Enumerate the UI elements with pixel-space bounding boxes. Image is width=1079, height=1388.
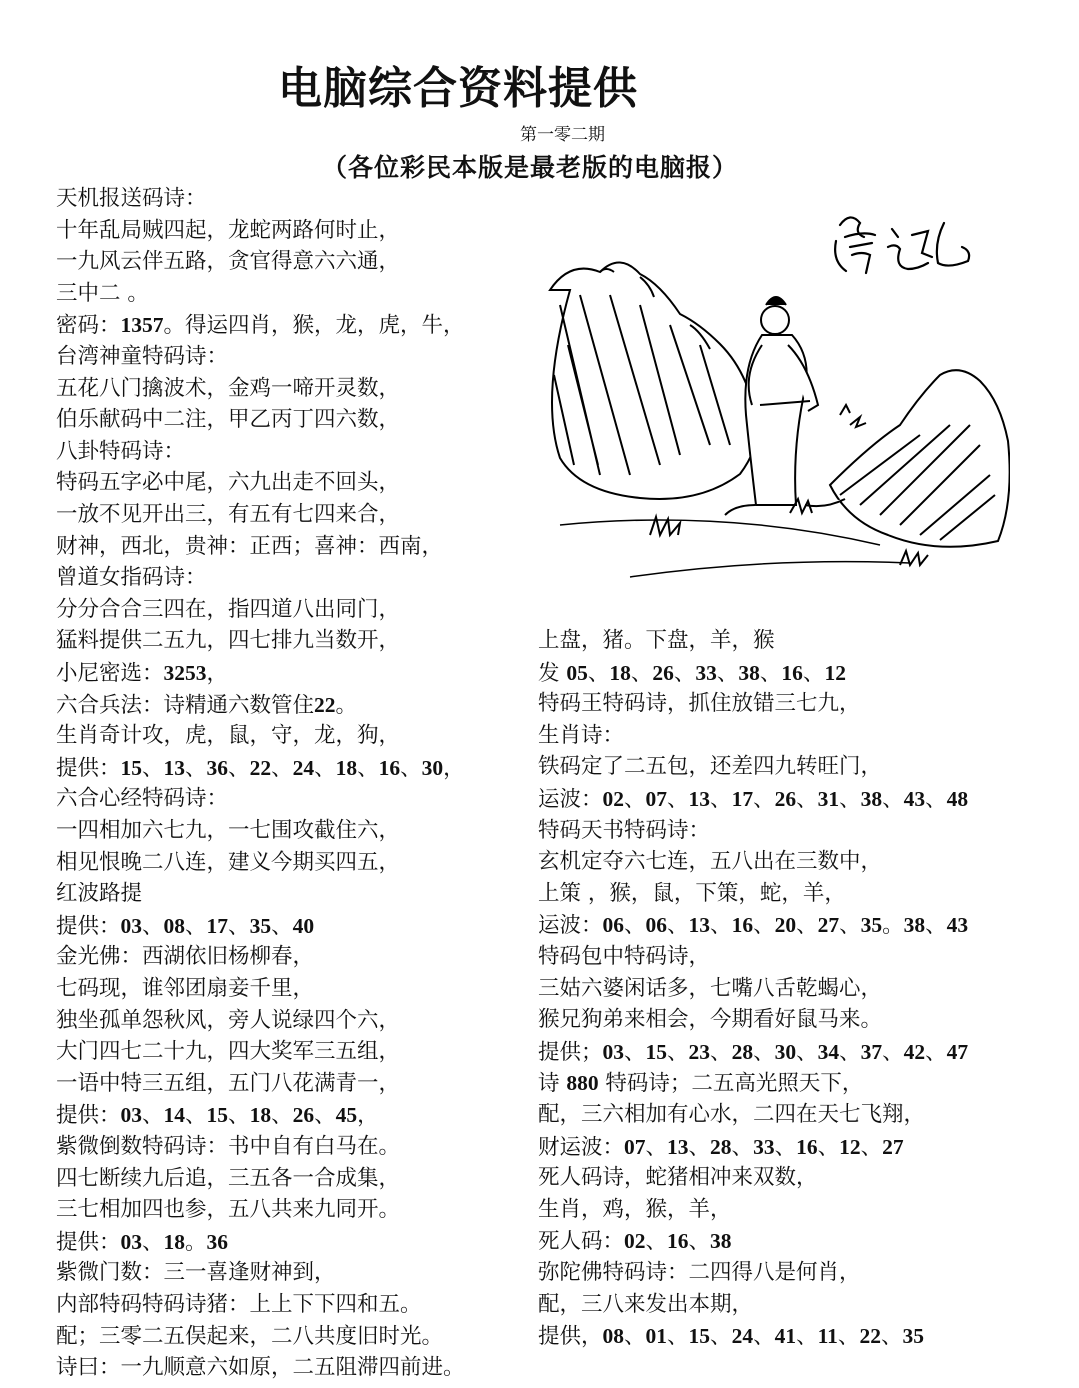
left-line: 一九风云伴五路，贪官得意六六通， bbox=[56, 249, 401, 275]
left-line: 提供：15、13、36、22、24、18、16、30， bbox=[56, 755, 465, 781]
left-line: 紫微倒数特码诗：书中自有白马在。 bbox=[56, 1134, 401, 1159]
left-line: 七码现，谁邻团扇妾千里， bbox=[56, 976, 315, 1001]
left-line: 台湾神童特码诗： bbox=[56, 344, 229, 369]
right-line: 发 05、18、26、33、38、16、12 bbox=[538, 660, 846, 686]
left-line: 猛料提供二五九，四七排九当数开， bbox=[56, 628, 401, 654]
left-line: 相见恨晚二八连，建义今期买四五， bbox=[56, 849, 401, 875]
left-line: 一四相加六七九，一七围攻截住六， bbox=[56, 818, 401, 843]
right-line: 特码天书特码诗： bbox=[538, 817, 711, 843]
left-line: 紫微门数：三一喜逢财神到， bbox=[56, 1260, 336, 1286]
left-line: 金光佛：西湖依旧杨柳春， bbox=[56, 944, 315, 970]
subtitle: （各位彩民本版是最老版的电脑报） bbox=[322, 153, 739, 182]
left-line: 伯乐献码中二注，甲乙丙丁四六数， bbox=[56, 407, 401, 433]
right-mountain bbox=[830, 370, 1010, 547]
left-line: 三中二 。 bbox=[56, 280, 149, 306]
left-line: 一语中特三五组，五门八花满青一， bbox=[56, 1070, 401, 1096]
left-line: 五花八门擒波术，金鸡一啼开灵数， bbox=[56, 375, 401, 401]
ground-lines bbox=[560, 520, 910, 577]
left-line: 诗曰：一九顺意六如原，二五阻滞四前进。 bbox=[56, 1355, 465, 1381]
left-line: 内部特码特码诗猪：上上下下四和五。 bbox=[56, 1292, 422, 1317]
right-line: 运波：06、06、13、16、20、27、35。38、43 bbox=[538, 913, 969, 939]
right-line: 上策 ，猴，鼠，下策，蛇，羊， bbox=[538, 880, 846, 906]
right-line: 特码王特码诗，抓住放错三七九， bbox=[538, 691, 861, 717]
left-line: 六合兵法：诗精通六数管住22。 bbox=[56, 692, 358, 718]
right-line: 财运波：07、13、28、33、16、12、27 bbox=[538, 1134, 904, 1160]
landscape-illustration bbox=[540, 195, 1010, 595]
right-line: 生肖诗： bbox=[538, 722, 625, 748]
left-line: 曾道女指码诗： bbox=[56, 565, 207, 591]
right-line: 死人码：02、16、38 bbox=[538, 1229, 732, 1255]
right-line: 特码包中特码诗， bbox=[538, 944, 711, 969]
left-line: 天机报送码诗： bbox=[56, 186, 207, 211]
left-line: 生肖奇计攻，虎，鼠，守，龙，狗， bbox=[56, 723, 401, 749]
right-line: 运波：02、07、13、17、26、31、38、43、48 bbox=[538, 787, 969, 812]
left-line: 三七相加四也参，五八共来九同开。 bbox=[56, 1197, 401, 1223]
right-line: 配，三六相加有心水，二四在天七飞翔， bbox=[538, 1102, 926, 1127]
left-line: 提供：03、08、17、35、40 bbox=[56, 913, 315, 939]
left-line: 六合心经特码诗： bbox=[56, 786, 229, 812]
left-line: 分分合合三四在，指四道八出同门， bbox=[56, 596, 401, 622]
right-line: 配，三八来发出本期， bbox=[538, 1291, 754, 1317]
right-line: 死人码诗，蛇猪相冲来双数， bbox=[538, 1165, 818, 1191]
left-line: 小尼密选：3253， bbox=[56, 661, 229, 686]
left-line: 密码：1357。得运四肖，猴，龙，虎，牛， bbox=[56, 313, 465, 339]
right-line: 提供，08、01、15、24、41、11、22、35 bbox=[538, 1324, 924, 1350]
issue-number: 第一零二期 bbox=[520, 125, 605, 145]
right-line: 三姑六婆闲话多，七嘴八舌乾蝎心， bbox=[538, 975, 883, 1001]
right-line: 玄机定夺六七连，五八出在三数中， bbox=[538, 849, 883, 875]
page-title: 电脑综合资料提供 bbox=[278, 63, 638, 114]
right-line: 弥陀佛特码诗：二四得八是何肖， bbox=[538, 1260, 861, 1285]
left-line: 配；三零二五俣起来，二八共度旧时光。 bbox=[56, 1323, 444, 1349]
right-line: 生肖，鸡，猴，羊， bbox=[538, 1196, 732, 1222]
right-line: 猴兄狗弟来相会，今期看好鼠马来。 bbox=[538, 1007, 883, 1033]
left-line: 红波路提 bbox=[56, 881, 143, 907]
left-line: 四七断续九后追，三五各一合成集， bbox=[56, 1165, 401, 1191]
left-line: 十年乱局贼四起，龙蛇两路何时止， bbox=[56, 217, 401, 243]
left-line: 独坐孤单怨秋风，旁人说绿四个六， bbox=[56, 1007, 401, 1033]
left-line: 财神，西北，贵神：正西；喜神：西南， bbox=[56, 533, 444, 559]
left-line: 一放不见开出三，有五有七四来合， bbox=[56, 502, 401, 527]
left-line: 提供：03、14、15、18、26、45， bbox=[56, 1103, 379, 1129]
left-line: 大门四七二十九，四大奖军三五组， bbox=[56, 1039, 401, 1065]
right-line: 提供；03、15、23、28、30、34、37、42、47 bbox=[538, 1039, 969, 1065]
left-line: 特码五字必中尾，六九出走不回头， bbox=[56, 470, 401, 496]
left-line: 八卦特码诗： bbox=[56, 438, 186, 464]
right-line: 铁码定了二五包，还差四九转旺门， bbox=[538, 754, 883, 780]
left-mountain bbox=[550, 262, 758, 499]
right-line: 诗 880 特码诗；二五高光照天下， bbox=[538, 1071, 864, 1097]
signature-handwriting bbox=[835, 217, 969, 273]
left-line: 提供：03、18。36 bbox=[56, 1229, 229, 1255]
right-line: 上盘，猪。下盘，羊，猴 bbox=[538, 628, 775, 653]
